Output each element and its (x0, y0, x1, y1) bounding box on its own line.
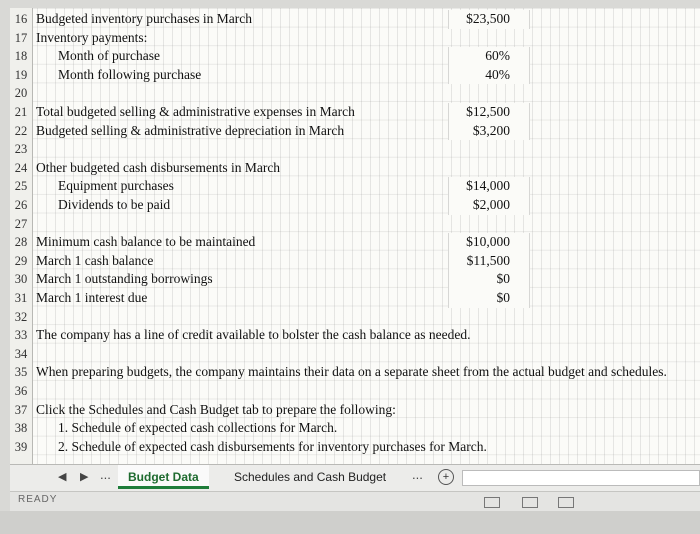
row-number[interactable]: 28 (14, 235, 28, 250)
row-number[interactable]: 38 (14, 421, 28, 436)
cell-value[interactable]: $0 (496, 271, 510, 287)
row-number[interactable]: 32 (14, 309, 28, 324)
cell-label[interactable]: Budgeted selling & administrative depreciation in March (36, 122, 345, 138)
cell-label[interactable]: When preparing budgets, the company maintains their data on a separate sheet from the actual budget and schedules. (36, 364, 667, 380)
row-number[interactable]: 25 (14, 179, 28, 194)
cell-label[interactable]: Budgeted inventory purchases in March (36, 11, 252, 26)
cell-label[interactable]: The company has a line of credit available to bolster the cash balance as needed. (36, 327, 471, 343)
screen-bottom-edge (0, 511, 700, 534)
page-break-view-icon[interactable] (558, 497, 574, 508)
row-number[interactable]: 35 (14, 365, 28, 380)
tab-scroll-left-icon[interactable]: ◀ (58, 471, 67, 483)
sheet-row (10, 419, 700, 438)
row-number[interactable]: 26 (14, 198, 28, 212)
row-number[interactable]: 33 (14, 328, 28, 343)
cell-label[interactable]: Inventory payments: (36, 29, 148, 45)
sheet-row (10, 10, 700, 29)
sheet-row (10, 326, 700, 345)
tab-budget-data[interactable]: Budget Data (118, 465, 209, 489)
row-number[interactable]: 37 (14, 402, 28, 417)
sheet-row (10, 122, 700, 141)
row-number[interactable]: 27 (14, 216, 28, 231)
sheet-row (10, 215, 700, 234)
cell-label[interactable]: March 1 outstanding borrowings (36, 271, 213, 287)
sheet-row (10, 382, 700, 401)
sheet-row (10, 270, 700, 289)
row-number[interactable]: 17 (14, 30, 28, 45)
cell-label[interactable]: Month following purchase (58, 66, 202, 82)
normal-view-icon[interactable] (484, 497, 500, 508)
sheet-row (10, 177, 700, 196)
sheet-row (10, 252, 700, 271)
sheet-row (10, 159, 700, 178)
row-number[interactable]: 31 (14, 291, 28, 305)
cell-value[interactable]: $23,500 (466, 11, 510, 26)
sheet-row (10, 438, 700, 457)
sheet-row (10, 196, 700, 215)
row-number[interactable]: 19 (14, 67, 28, 82)
sheet-row (10, 401, 700, 420)
status-bar (10, 491, 700, 512)
row-number[interactable]: 34 (14, 346, 28, 361)
cell-label[interactable]: Dividends to be paid (58, 197, 171, 212)
page-layout-view-icon[interactable] (522, 497, 538, 508)
sheet-row (10, 140, 700, 159)
tab-more-right-button[interactable]: ... (412, 467, 423, 482)
value-cell-background (448, 270, 530, 289)
cell-label[interactable]: 1. Schedule of expected cash collections for March. (58, 420, 338, 436)
cell-label[interactable]: Click the Schedules and Cash Budget tab to prepare the following: (36, 401, 396, 417)
sheet-row (10, 66, 700, 85)
row-number[interactable]: 23 (14, 142, 28, 157)
cell-label[interactable]: Total budgeted selling & administrative expenses in March (36, 104, 355, 119)
cell-label[interactable]: March 1 cash balance (36, 252, 154, 268)
sheet-row (10, 47, 700, 66)
row-number[interactable]: 29 (14, 253, 28, 268)
cell-value[interactable]: 40% (485, 66, 510, 82)
sheet-row (10, 345, 700, 364)
sheet-row (10, 29, 700, 48)
sheet-tab-bar (10, 464, 700, 491)
horizontal-scrollbar[interactable] (462, 470, 700, 486)
cell-value[interactable]: $14,000 (466, 178, 510, 194)
cell-label[interactable]: Minimum cash balance to be maintained (36, 234, 256, 250)
ready-status: READY (18, 494, 58, 505)
cell-value[interactable]: 60% (485, 48, 510, 64)
spreadsheet-grid[interactable] (10, 8, 700, 464)
cell-value[interactable]: $0 (496, 290, 510, 305)
row-number[interactable]: 36 (14, 384, 28, 398)
tab-more-left-button[interactable]: ... (100, 467, 111, 482)
row-number[interactable]: 16 (14, 12, 28, 26)
cell-value[interactable]: $12,500 (466, 104, 510, 119)
sheet-row (10, 233, 700, 252)
row-number[interactable]: 24 (14, 160, 28, 175)
cell-value[interactable]: $3,200 (472, 122, 510, 138)
cell-label[interactable]: March 1 interest due (36, 290, 148, 305)
row-number[interactable]: 21 (14, 105, 28, 119)
row-number[interactable]: 39 (14, 439, 28, 454)
tab-schedules-and-cash-budget[interactable]: Schedules and Cash Budget (234, 470, 387, 484)
cell-label[interactable]: Equipment purchases (58, 178, 174, 194)
row-number[interactable]: 18 (14, 49, 28, 64)
cell-label[interactable]: Other budgeted cash disbursements in March (36, 159, 281, 175)
cell-value[interactable]: $2,000 (472, 197, 510, 212)
sheet-row (10, 84, 700, 103)
cell-label[interactable]: 2. Schedule of expected cash disbursements for inventory purchases for March. (58, 438, 487, 454)
value-cell-background (448, 289, 530, 308)
sheet-row (10, 308, 700, 327)
sheet-row (10, 103, 700, 122)
row-number[interactable]: 20 (14, 86, 28, 101)
tab-scroll-right-icon[interactable]: ▶ (80, 471, 89, 483)
cell-value[interactable]: $10,000 (466, 234, 510, 250)
add-sheet-icon[interactable]: + (438, 469, 454, 485)
cell-value[interactable]: $11,500 (466, 252, 510, 268)
cell-label[interactable]: Month of purchase (58, 48, 160, 64)
sheet-row (10, 289, 700, 308)
row-number[interactable]: 30 (14, 272, 28, 287)
row-number[interactable]: 22 (14, 123, 28, 138)
sheet-row (10, 363, 700, 382)
